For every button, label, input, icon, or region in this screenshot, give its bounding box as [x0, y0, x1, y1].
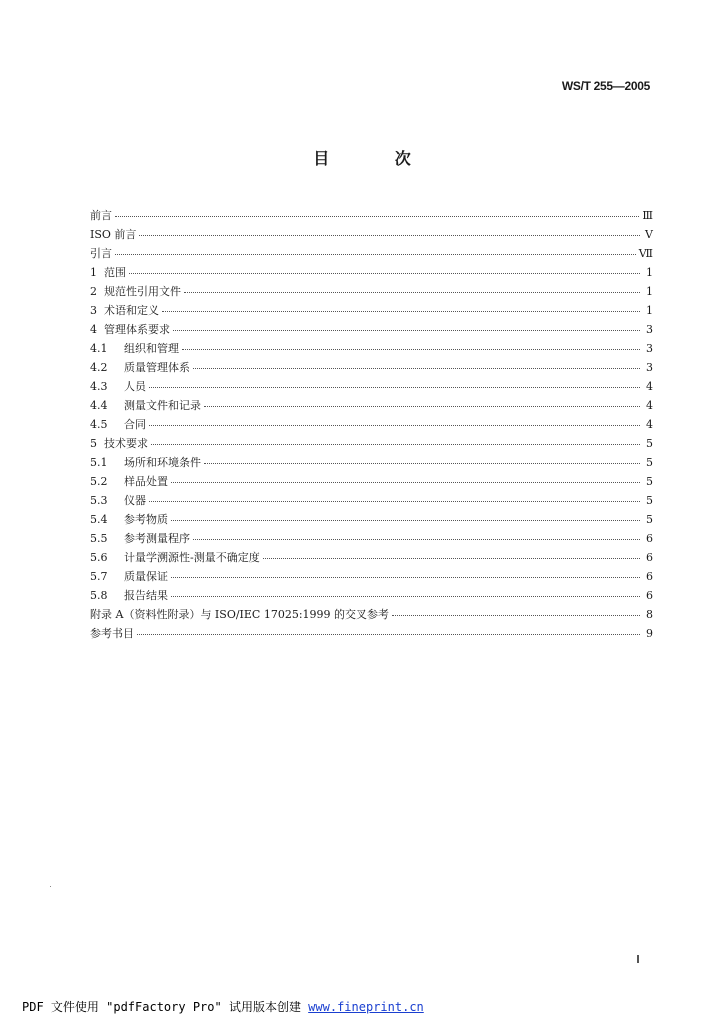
toc-entry-title: 质量保证	[124, 570, 168, 583]
dot-leader	[115, 205, 639, 217]
toc-entry[interactable]	[90, 434, 653, 453]
toc-entry-label	[90, 282, 181, 301]
toc-entry[interactable]	[90, 491, 653, 510]
toc-entry-page: Ⅶ	[638, 247, 653, 260]
dot-leader	[263, 547, 640, 559]
dot-leader	[151, 433, 640, 445]
toc-entry[interactable]	[90, 225, 653, 244]
toc-entry[interactable]	[90, 472, 653, 491]
dot-leader	[115, 243, 636, 255]
toc-entry-page: 1	[646, 285, 653, 298]
toc-entry-title: ISO 前言	[90, 228, 137, 241]
table-of-contents	[90, 206, 653, 643]
toc-entry-label	[90, 529, 190, 548]
toc-entry-title: 参考测量程序	[124, 532, 190, 545]
toc-entry-label	[90, 263, 126, 282]
toc-entry-label	[90, 567, 168, 586]
page-number-mark	[637, 955, 639, 963]
toc-entry[interactable]	[90, 301, 653, 320]
dot-leader	[193, 357, 640, 369]
dot-leader	[139, 224, 640, 236]
toc-entry-number: 5.2	[90, 475, 108, 488]
toc-entry-title: 参考物质	[124, 513, 168, 526]
toc-entry-page: Ⅲ	[642, 209, 653, 222]
toc-entry-title: 规范性引用文件	[104, 285, 181, 298]
dot-leader	[184, 281, 640, 293]
toc-entry-title: 组织和管理	[124, 342, 179, 355]
toc-entry-title: 前言	[90, 209, 112, 222]
toc-entry[interactable]	[90, 206, 653, 225]
toc-entry-label	[90, 358, 190, 377]
toc-entry[interactable]	[90, 548, 653, 567]
toc-entry-title: 人员	[124, 380, 146, 393]
toc-entry-title: 参考书目	[90, 627, 134, 640]
toc-entry[interactable]	[90, 396, 653, 415]
toc-entry-page: 6	[646, 589, 653, 602]
toc-entry-title: 仪器	[124, 494, 146, 507]
toc-entry-page: 6	[646, 570, 653, 583]
footer-link[interactable]: www.fineprint.cn	[308, 1000, 424, 1014]
toc-entry-label	[90, 472, 168, 491]
dot-leader	[137, 623, 640, 635]
toc-entry-label	[90, 548, 260, 567]
toc-entry-label	[90, 624, 134, 643]
toc-entry[interactable]	[90, 282, 653, 301]
toc-entry-label	[90, 320, 170, 339]
toc-entry[interactable]	[90, 586, 653, 605]
toc-entry-label	[90, 510, 168, 529]
toc-entry[interactable]	[90, 567, 653, 586]
toc-entry[interactable]	[90, 624, 653, 643]
dot-leader	[204, 395, 640, 407]
dot-leader	[171, 471, 640, 483]
dot-leader	[162, 300, 640, 312]
toc-entry-number: 4	[90, 323, 97, 336]
toc-entry-page: 1	[646, 304, 653, 317]
toc-entry-number: 5.1	[90, 456, 108, 469]
toc-entry-label	[90, 206, 112, 225]
dot-leader	[149, 414, 640, 426]
toc-entry-page: 4	[646, 399, 653, 412]
toc-entry[interactable]	[90, 358, 653, 377]
toc-entry[interactable]	[90, 263, 653, 282]
toc-entry[interactable]	[90, 377, 653, 396]
toc-entry-page: Ⅴ	[645, 228, 653, 241]
footer-text: PDF 文件使用 "pdfFactory Pro" 试用版本创建	[22, 1000, 309, 1014]
toc-entry-title: 技术要求	[104, 437, 148, 450]
toc-entry-number: 5.8	[90, 589, 108, 602]
toc-entry[interactable]	[90, 320, 653, 339]
page-title: 目 次	[313, 149, 441, 168]
dot-leader	[193, 528, 640, 540]
toc-entry-number: 5.5	[90, 532, 108, 545]
toc-entry-number: 4.2	[90, 361, 108, 374]
dot-leader	[149, 490, 640, 502]
scan-speck	[50, 886, 51, 887]
toc-entry-label	[90, 453, 201, 472]
toc-entry-number: 5.7	[90, 570, 108, 583]
standard-code: WS/T 255—2005	[561, 79, 650, 93]
toc-entry-title: 引言	[90, 247, 112, 260]
toc-entry-title: 计量学溯源性-测量不确定度	[124, 551, 260, 564]
toc-entry-title: 附录 A（资料性附录）与 ISO/IEC 17025:1999 的交叉参考	[90, 608, 390, 621]
toc-entry-label	[90, 225, 136, 244]
toc-entry-label	[90, 491, 146, 510]
toc-entry[interactable]	[90, 244, 653, 263]
toc-entry-label	[90, 301, 159, 320]
toc-entry-number: 5.3	[90, 494, 108, 507]
toc-entry-number: 5.6	[90, 551, 108, 564]
toc-entry-number: 5	[90, 437, 97, 450]
toc-entry-title: 管理体系要求	[104, 323, 170, 336]
toc-entry-label	[90, 415, 146, 434]
toc-entry-number: 1	[90, 266, 97, 279]
dot-leader	[171, 585, 640, 597]
toc-entry-page: 4	[646, 380, 653, 393]
toc-entry-label	[90, 244, 112, 263]
toc-entry-number: 5.4	[90, 513, 108, 526]
toc-entry-page: 5	[646, 475, 653, 488]
toc-entry-page: 1	[646, 266, 653, 279]
toc-entry-title: 场所和环境条件	[124, 456, 201, 469]
dot-leader	[204, 452, 640, 464]
toc-entry-page: 6	[646, 551, 653, 564]
toc-entry[interactable]	[90, 453, 653, 472]
toc-entry-label	[90, 396, 201, 415]
dot-leader	[173, 319, 640, 331]
toc-entry-title: 报告结果	[124, 589, 168, 602]
toc-entry-page: 3	[646, 342, 653, 355]
toc-entry-number: 4.5	[90, 418, 108, 431]
dot-leader	[171, 566, 640, 578]
toc-entry-page: 5	[646, 437, 653, 450]
toc-entry-title: 合同	[124, 418, 146, 431]
toc-entry[interactable]	[90, 529, 653, 548]
toc-entry-title: 术语和定义	[104, 304, 159, 317]
toc-entry-label	[90, 377, 146, 396]
toc-entry-page: 5	[646, 494, 653, 507]
toc-entry-page: 5	[646, 513, 653, 526]
toc-entry-number: 2	[90, 285, 97, 298]
toc-entry-page: 8	[646, 608, 653, 621]
toc-entry-number: 4.4	[90, 399, 108, 412]
toc-entry-label	[90, 434, 148, 453]
toc-entry[interactable]	[90, 339, 653, 358]
toc-entry-label	[90, 339, 179, 358]
toc-entry[interactable]	[90, 605, 653, 624]
toc-entry-title: 样品处置	[124, 475, 168, 488]
toc-entry-page: 4	[646, 418, 653, 431]
toc-entry-page: 3	[646, 323, 653, 336]
toc-entry-page: 9	[646, 627, 653, 640]
toc-entry-number: 4.1	[90, 342, 108, 355]
toc-entry-title: 测量文件和记录	[124, 399, 201, 412]
toc-entry[interactable]	[90, 510, 653, 529]
toc-entry-page: 6	[646, 532, 653, 545]
toc-entry-label	[90, 586, 168, 605]
dot-leader	[129, 262, 640, 274]
dot-leader	[392, 604, 640, 616]
toc-entry-page: 5	[646, 456, 653, 469]
toc-entry-title: 范围	[104, 266, 126, 279]
toc-entry-page: 3	[646, 361, 653, 374]
dot-leader	[182, 338, 640, 350]
pdf-footer	[22, 998, 424, 1015]
toc-entry-number: 3	[90, 304, 97, 317]
toc-entry-title: 质量管理体系	[124, 361, 190, 374]
dot-leader	[171, 509, 640, 521]
dot-leader	[149, 376, 640, 388]
toc-entry-label	[90, 605, 389, 624]
toc-entry-number: 4.3	[90, 380, 108, 393]
toc-entry[interactable]	[90, 415, 653, 434]
